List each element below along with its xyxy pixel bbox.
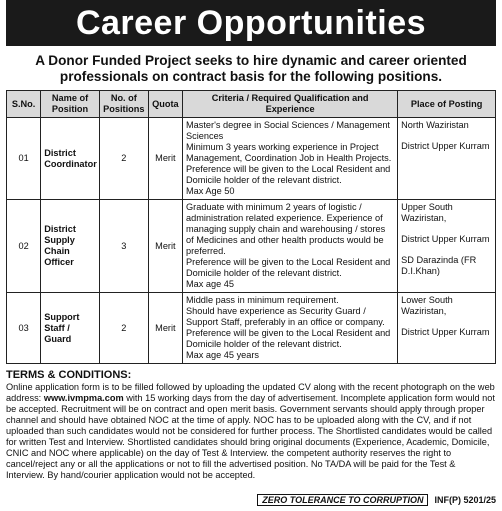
row-position: District Coordinator <box>41 118 100 200</box>
row-criteria <box>183 118 398 200</box>
row-sno: 02 <box>7 200 41 293</box>
row-sno: 01 <box>7 118 41 200</box>
place-line: Upper South Waziristan, <box>401 202 453 223</box>
row-quota: Merit <box>148 293 182 364</box>
criteria-line: Graduate with minimum 2 years of logistic / administration related experience. Experience of managing supply chain and warehousing / stores of Medicines and other health products would be preferred. <box>186 202 386 256</box>
criteria-line: Preference will be given to the Local Resident and Domicile holder of the relevant district. <box>186 164 391 185</box>
terms-text: with 15 working days from the day of advertisement. Incomplete application form would not be accepted. Recruitment will be on contract and open merit basis. Government servants should apply through proper channel and should have obtained NOC at the time of apply. NOC has to be uploaded along with the CV, and if not uploaded than such candidates would not be considered for further process. The Shortlisted candidates would be called for written Test and Interview. Shortlisted candidates should bring original documents (Experience, Academic, Domicile, CNIC and NOC where applicable) on the day of Test & Interview. the competent authority reserves the right to cancel/reject any or all the applications or not to fill the advertised position. No TA/DA will be paid for the Test & Interview. By hand/courier application would not be accepted. <box>6 393 495 480</box>
intro-text: A Donor Funded Project seeks to hire dynamic and career oriented professionals on contract basis for the following positions. <box>35 53 467 84</box>
row-position: District Supply Chain Officer <box>41 200 100 293</box>
col-header-sno: S.No. <box>7 91 41 118</box>
table-row <box>7 118 496 200</box>
criteria-line: Middle pass in minimum requirement. <box>186 295 339 305</box>
criteria-line: Master's degree in Social Sciences / Management Sciences <box>186 120 390 141</box>
row-place <box>398 118 496 200</box>
criteria-line: Max age 45 years <box>186 350 260 360</box>
positions-table <box>6 90 496 364</box>
col-header-criteria: Criteria / Required Qualification and Experience <box>183 91 398 118</box>
col-header-position: Name of Position <box>41 91 100 118</box>
row-criteria <box>183 200 398 293</box>
criteria-line: Minimum 3 years working experience in Project Management, Coordination Job in Health Projects. <box>186 142 392 163</box>
slogan-badge: ZERO TOLERANCE TO CORRUPTION <box>257 494 428 506</box>
terms-body <box>6 382 496 481</box>
col-header-place: Place of Posting <box>398 91 496 118</box>
row-sno: 03 <box>7 293 41 364</box>
place-line: District Upper Kurram <box>401 141 490 151</box>
reference-number: INF(P) 5201/25 <box>434 495 496 505</box>
terms-text: Online application form is to be filled followed by uploading the updated CV along with the recent photograph on the web address: <box>6 382 495 403</box>
row-criteria <box>183 293 398 364</box>
website-link[interactable]: www.ivmpma.com <box>43 393 124 403</box>
criteria-line: Max Age 50 <box>186 186 235 196</box>
col-header-count: No. of Positions <box>99 91 148 118</box>
row-count: 3 <box>99 200 148 293</box>
row-place <box>398 200 496 293</box>
footer <box>6 493 496 507</box>
row-quota: Merit <box>148 118 182 200</box>
place-line: SD Darazinda (FR D.I.Khan) <box>401 255 477 276</box>
place-line: Lower South Waziristan, <box>401 295 453 316</box>
place-line: District Upper Kurram <box>401 234 490 244</box>
page-title: Career Opportunities <box>6 0 496 46</box>
row-place <box>398 293 496 364</box>
row-count: 2 <box>99 118 148 200</box>
place-line: District Upper Kurram <box>401 327 490 337</box>
criteria-line: Preference will be given to the Local Resident and Domicile holder of the relevant district. <box>186 328 391 349</box>
criteria-line: Preference will be given to the Local Resident and Domicile holder of the relevant district. <box>186 257 391 278</box>
col-header-quota: Quota <box>148 91 182 118</box>
terms-heading: TERMS & CONDITIONS: <box>6 369 132 381</box>
row-quota: Merit <box>148 200 182 293</box>
row-position: Support Staff / Guard <box>41 293 100 364</box>
criteria-line: Max age 45 <box>186 279 235 289</box>
row-count: 2 <box>99 293 148 364</box>
table-row <box>7 200 496 293</box>
table-header-row <box>7 91 496 118</box>
criteria-line: Should have experience as Security Guard / Support Staff, preferably in an office or company. <box>186 306 385 327</box>
place-line: North Waziristan <box>401 120 469 130</box>
table-row <box>7 293 496 364</box>
